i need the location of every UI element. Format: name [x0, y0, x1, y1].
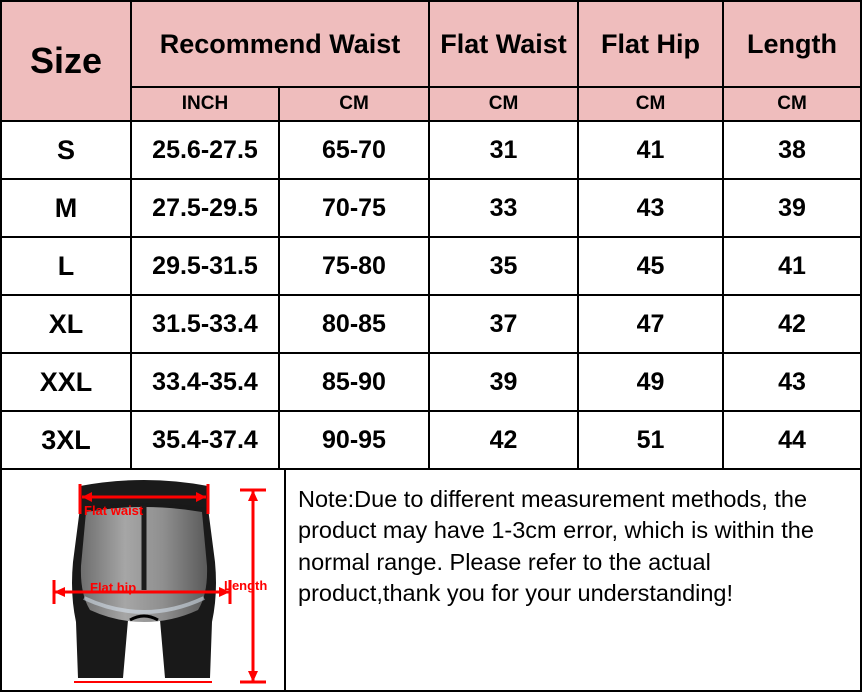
cell-size: M	[1, 179, 131, 237]
cell-flat-hip: 51	[578, 411, 723, 469]
table-row	[1, 353, 861, 411]
cell-waist-inch: 35.4-37.4	[131, 411, 279, 469]
cell-waist-cm: 65-70	[279, 121, 429, 179]
cell-flat-waist: 33	[429, 179, 578, 237]
cell-flat-hip: 43	[578, 179, 723, 237]
cell-flat-waist: 31	[429, 121, 578, 179]
cell-length: 41	[723, 237, 861, 295]
cell-size: XXL	[1, 353, 131, 411]
unit-recommend-waist-cm: CM	[279, 87, 429, 121]
header-length: Length	[723, 1, 861, 87]
table-row	[1, 295, 861, 353]
header-size: Size	[1, 1, 131, 121]
cell-size: XL	[1, 295, 131, 353]
figure-label-length: Length	[224, 578, 268, 593]
unit-recommend-waist-inch: INCH	[131, 87, 279, 121]
note-cell	[286, 470, 860, 690]
header-recommend-waist: Recommend Waist	[131, 1, 429, 87]
cell-size: S	[1, 121, 131, 179]
cell-flat-waist: 37	[429, 295, 578, 353]
cell-waist-inch: 31.5-33.4	[131, 295, 279, 353]
cell-flat-hip: 49	[578, 353, 723, 411]
cell-waist-inch: 27.5-29.5	[131, 179, 279, 237]
cell-flat-hip: 45	[578, 237, 723, 295]
cell-waist-inch: 25.6-27.5	[131, 121, 279, 179]
cell-flat-waist: 42	[429, 411, 578, 469]
cell-waist-cm: 90-95	[279, 411, 429, 469]
cell-length: 39	[723, 179, 861, 237]
cell-waist-cm: 85-90	[279, 353, 429, 411]
header-flat-waist: Flat Waist	[429, 1, 578, 87]
cell-waist-cm: 80-85	[279, 295, 429, 353]
cell-size: 3XL	[1, 411, 131, 469]
table-row	[1, 121, 861, 179]
cell-waist-inch: 29.5-31.5	[131, 237, 279, 295]
cell-flat-hip: 47	[578, 295, 723, 353]
cell-flat-waist: 39	[429, 353, 578, 411]
unit-length-cm: CM	[723, 87, 861, 121]
figure-label-flat-waist: Flat waist	[84, 503, 144, 518]
shapewear-shorts-illustration	[2, 470, 286, 688]
bottom-section	[0, 470, 862, 692]
cell-waist-inch: 33.4-35.4	[131, 353, 279, 411]
figure-label-flat-hip: Flat hip	[90, 580, 137, 595]
cell-size: L	[1, 237, 131, 295]
cell-waist-cm: 75-80	[279, 237, 429, 295]
table-row	[1, 237, 861, 295]
table-header-row	[1, 1, 861, 87]
cell-length: 44	[723, 411, 861, 469]
cell-length: 38	[723, 121, 861, 179]
cell-flat-waist: 35	[429, 237, 578, 295]
header-flat-hip: Flat Hip	[578, 1, 723, 87]
unit-flat-waist-cm: CM	[429, 87, 578, 121]
cell-waist-cm: 70-75	[279, 179, 429, 237]
unit-flat-hip-cm: CM	[578, 87, 723, 121]
cell-length: 42	[723, 295, 861, 353]
table-row	[1, 411, 861, 469]
note-text: Note:Due to different measurement methods, the product may have 1-3cm error, which is within the normal range. Please refer to the actual product,thank you for your understanding!	[298, 486, 814, 606]
cell-length: 43	[723, 353, 861, 411]
measurement-figure-cell	[2, 470, 286, 690]
table-row	[1, 179, 861, 237]
cell-flat-hip: 41	[578, 121, 723, 179]
